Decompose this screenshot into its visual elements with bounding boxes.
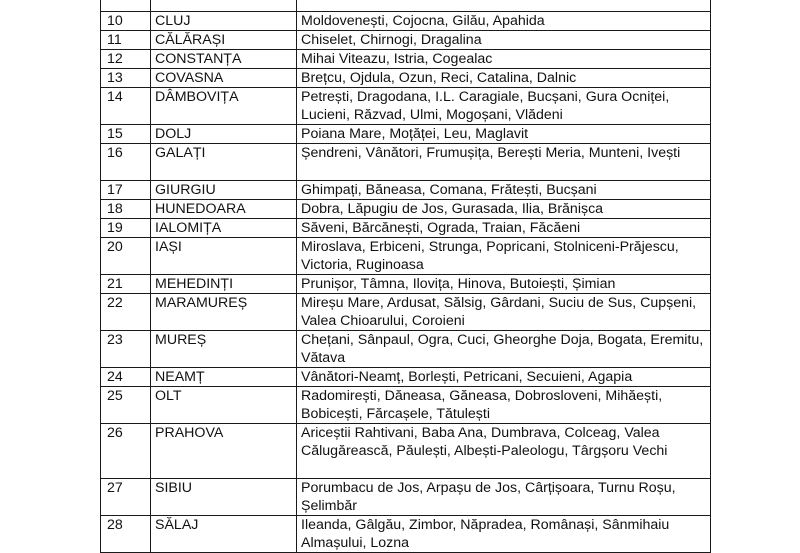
table-row <box>101 181 711 200</box>
county-name-cell: CLUJ <box>151 12 297 31</box>
county-localities-table <box>100 0 711 553</box>
county-name-cell: OLT <box>151 387 297 424</box>
localities-cell: Poiana Mare, Moțăței, Leu, Maglavit <box>297 125 711 144</box>
table-row <box>101 88 711 125</box>
county-name-cell: GIURGIU <box>151 181 297 200</box>
table-row <box>101 294 711 331</box>
localities-cell: Moldovenești, Cojocna, Gilău, Apahida <box>297 12 711 31</box>
row-number-cell: 28 <box>101 516 151 553</box>
row-number-cell: 24 <box>101 368 151 387</box>
row-number-cell: 11 <box>101 31 151 50</box>
row-number-cell: 10 <box>101 12 151 31</box>
county-name-cell: GALAȚI <box>151 144 297 181</box>
table-row <box>101 125 711 144</box>
row-number-cell: 13 <box>101 69 151 88</box>
row-number-cell: 12 <box>101 50 151 69</box>
row-number-cell: 27 <box>101 479 151 516</box>
localities-cell: Porumbacu de Jos, Arpașu de Jos, Cârțișoara, Turnu Roșu, Șelimbăr <box>297 479 711 516</box>
table-row <box>101 144 711 181</box>
localities-cell: Brețcu, Ojdula, Ozun, Reci, Catalina, Dalnic <box>297 69 711 88</box>
localities-cell: Prunișor, Tâmna, Ilovița, Hinova, Butoiești, Șimian <box>297 275 711 294</box>
row-number-cell: 20 <box>101 238 151 275</box>
county-name-cell: DOLJ <box>151 125 297 144</box>
table-row-clipped <box>101 0 711 12</box>
county-name-cell: MUREȘ <box>151 331 297 368</box>
localities-cell: Mireșu Mare, Ardusat, Sălsig, Gârdani, Suciu de Sus, Cupșeni, Valea Chioarului, Coroieni <box>297 294 711 331</box>
row-number-cell: 18 <box>101 200 151 219</box>
table-row <box>101 516 711 553</box>
table-row <box>101 238 711 275</box>
table-row <box>101 368 711 387</box>
localities-cell: Chiselet, Chirnogi, Dragalina <box>297 31 711 50</box>
localities-cell: Petrești, Dragodana, I.L. Caragiale, Bucșani, Gura Ocniței, Lucieni, Răzvad, Ulmi, Mogoșani, Vlădeni <box>297 88 711 125</box>
localities-cell: Dobra, Lăpugiu de Jos, Gurasada, Ilia, Brănișca <box>297 200 711 219</box>
table-row <box>101 479 711 516</box>
table-row <box>101 200 711 219</box>
localities-cell: Miroslava, Erbiceni, Strunga, Popricani, Stolniceni-Prăjescu, Victoria, Ruginoasa <box>297 238 711 275</box>
row-number-cell: 14 <box>101 88 151 125</box>
row-number-cell: 22 <box>101 294 151 331</box>
table-row <box>101 331 711 368</box>
localities-cell: Radomirești, Dăneasa, Găneasa, Dobrosloveni, Mihăești, Bobicești, Fărcașele, Tătulești <box>297 387 711 424</box>
county-name-cell: NEAMȚ <box>151 368 297 387</box>
row-number-cell: 16 <box>101 144 151 181</box>
localities-cell: Mihai Viteazu, Istria, Cogealac <box>297 50 711 69</box>
table-row <box>101 69 711 88</box>
county-name-cell: HUNEDOARA <box>151 200 297 219</box>
county-name-cell: MARAMUREȘ <box>151 294 297 331</box>
row-number-cell: 15 <box>101 125 151 144</box>
table-row <box>101 50 711 69</box>
localities-cell: Ileanda, Gâlgău, Zimbor, Năpradea, Românași, Sânmihaiu Almașului, Lozna <box>297 516 711 553</box>
row-number-cell: 23 <box>101 331 151 368</box>
county-name-cell: SĂLAJ <box>151 516 297 553</box>
county-name-cell: DÂMBOVIȚA <box>151 88 297 125</box>
county-name-cell: IALOMIȚA <box>151 219 297 238</box>
table-row <box>101 31 711 50</box>
table-body <box>101 0 711 553</box>
row-number-cell: 25 <box>101 387 151 424</box>
row-number-cell: 26 <box>101 424 151 479</box>
localities-cell: Chețani, Sânpaul, Ogra, Cuci, Gheorghe Doja, Bogata, Eremitu, Vătava <box>297 331 711 368</box>
table-row <box>101 275 711 294</box>
table-row <box>101 219 711 238</box>
county-name-cell: PRAHOVA <box>151 424 297 479</box>
row-number-cell: 17 <box>101 181 151 200</box>
county-name-cell: CĂLĂRAȘI <box>151 31 297 50</box>
county-name-cell: MEHEDINȚI <box>151 275 297 294</box>
county-name-cell: CONSTANȚA <box>151 50 297 69</box>
localities-cell: Săveni, Bărcănești, Ograda, Traian, Făcăeni <box>297 219 711 238</box>
localities-cell: Ariceștii Rahtivani, Baba Ana, Dumbrava, Colceag, Valea Călugărească, Păulești, Albești-Paleologu, Târgșoru Vechi <box>297 424 711 479</box>
row-number-cell: 21 <box>101 275 151 294</box>
table-row <box>101 424 711 479</box>
county-name-cell: COVASNA <box>151 69 297 88</box>
county-name-cell: IAȘI <box>151 238 297 275</box>
localities-cell: Vânători-Neamț, Borlești, Petricani, Secuieni, Agapia <box>297 368 711 387</box>
localities-cell: Șendreni, Vânători, Frumușița, Berești Meria, Munteni, Ivești <box>297 144 711 181</box>
table-row <box>101 12 711 31</box>
row-number-cell: 19 <box>101 219 151 238</box>
localities-cell: Ghimpați, Băneasa, Comana, Frătești, Bucșani <box>297 181 711 200</box>
table-row <box>101 387 711 424</box>
county-name-cell: SIBIU <box>151 479 297 516</box>
